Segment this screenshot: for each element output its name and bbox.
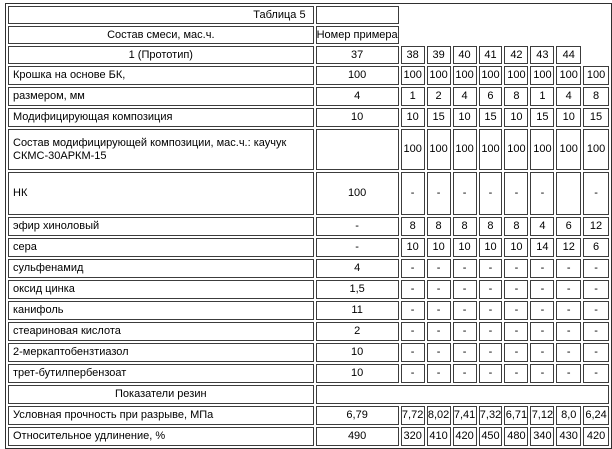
- table-row: [8, 406, 609, 425]
- value-cell: -: [479, 280, 503, 299]
- value-cell: 100: [504, 129, 528, 170]
- open-area: [401, 26, 609, 44]
- empty-cell: [316, 6, 399, 24]
- table-row: [8, 301, 609, 320]
- row-label: Условная прочность при разрыве, МПа: [8, 406, 314, 425]
- value-cell: 8,02: [427, 406, 451, 425]
- value-cell: [556, 172, 581, 215]
- composition-table: [5, 3, 612, 449]
- value-cell: 10: [427, 238, 451, 257]
- table-row: [8, 87, 609, 106]
- value-cell: 10: [504, 238, 528, 257]
- value-cell: 320: [401, 427, 425, 446]
- table-row: [8, 217, 609, 236]
- example-number-cell: 43: [530, 46, 554, 64]
- value-cell: -: [453, 301, 477, 320]
- value-cell: -: [427, 172, 451, 215]
- composition-header-cell: Состав смеси, мас.ч.: [8, 26, 314, 44]
- value-cell: 7,72: [401, 406, 425, 425]
- value-cell: 7,12: [530, 406, 554, 425]
- value-cell: 100: [556, 66, 581, 85]
- prototype-value-cell: 100: [316, 172, 399, 215]
- value-cell: 4: [556, 87, 581, 106]
- row-label: НК: [8, 172, 314, 215]
- value-cell: -: [556, 343, 581, 362]
- value-cell: -: [427, 322, 451, 341]
- prototype-value-cell: 10: [316, 364, 399, 383]
- empty-cell: [316, 385, 609, 404]
- table-row: [8, 427, 609, 446]
- value-cell: 100: [453, 66, 477, 85]
- table-row: [8, 238, 609, 257]
- value-cell: 8: [583, 87, 609, 106]
- open-area: [401, 6, 609, 24]
- value-cell: -: [504, 301, 528, 320]
- prototype-value-cell: 10: [316, 108, 399, 127]
- value-cell: -: [583, 301, 609, 320]
- value-cell: -: [504, 172, 528, 215]
- value-cell: -: [401, 280, 425, 299]
- table-row: [8, 66, 609, 85]
- value-cell: 420: [453, 427, 477, 446]
- value-cell: -: [427, 280, 451, 299]
- value-cell: -: [453, 322, 477, 341]
- value-cell: 4: [530, 217, 554, 236]
- value-cell: 2: [427, 87, 451, 106]
- prototype-value-cell: [316, 129, 399, 170]
- prototype-value-cell: 11: [316, 301, 399, 320]
- value-cell: 410: [427, 427, 451, 446]
- section-row: [8, 385, 609, 404]
- value-cell: -: [453, 280, 477, 299]
- value-cell: 10: [504, 108, 528, 127]
- value-cell: 10: [401, 238, 425, 257]
- prototype-value-cell: -: [316, 217, 399, 236]
- value-cell: 10: [453, 108, 477, 127]
- value-cell: -: [504, 259, 528, 278]
- value-cell: 100: [453, 129, 477, 170]
- table-row: [8, 343, 609, 362]
- value-cell: 8: [401, 217, 425, 236]
- value-cell: 100: [530, 66, 554, 85]
- prototype-value-cell: 4: [316, 87, 399, 106]
- value-cell: 6: [583, 238, 609, 257]
- value-cell: -: [453, 343, 477, 362]
- table-row: [8, 364, 609, 383]
- value-cell: 450: [479, 427, 503, 446]
- value-cell: 100: [556, 129, 581, 170]
- example-number-cell: 40: [453, 46, 477, 64]
- value-cell: 15: [427, 108, 451, 127]
- row-label: 2-меркаптобензтиазол: [8, 343, 314, 362]
- example-number-header: Номер примера: [316, 26, 399, 44]
- value-cell: 8: [504, 87, 528, 106]
- section-header: Показатели резин: [8, 385, 314, 404]
- value-cell: -: [479, 172, 503, 215]
- value-cell: -: [479, 259, 503, 278]
- row-label: стеариновая кислота: [8, 322, 314, 341]
- prototype-value-cell: 1,5: [316, 280, 399, 299]
- value-cell: -: [530, 343, 554, 362]
- value-cell: -: [583, 343, 609, 362]
- value-cell: -: [530, 280, 554, 299]
- value-cell: -: [556, 364, 581, 383]
- value-cell: -: [583, 280, 609, 299]
- value-cell: 6,71: [504, 406, 528, 425]
- value-cell: -: [479, 364, 503, 383]
- table-row: [8, 259, 609, 278]
- table-row: [8, 280, 609, 299]
- prototype-value-cell: 4: [316, 259, 399, 278]
- value-cell: 100: [479, 66, 503, 85]
- value-cell: 100: [427, 129, 451, 170]
- value-cell: 6: [479, 87, 503, 106]
- value-cell: 8: [453, 217, 477, 236]
- table-row: [8, 322, 609, 341]
- value-cell: -: [583, 172, 609, 215]
- table-row: [8, 172, 609, 215]
- value-cell: -: [583, 259, 609, 278]
- row-label: Крошка на основе БК,: [8, 66, 314, 85]
- row-label: сера: [8, 238, 314, 257]
- row-label: оксид цинка: [8, 280, 314, 299]
- value-cell: -: [453, 172, 477, 215]
- value-cell: -: [427, 343, 451, 362]
- value-cell: 8: [504, 217, 528, 236]
- table-row: [8, 129, 609, 170]
- example-number-cell: 42: [504, 46, 528, 64]
- value-cell: -: [583, 322, 609, 341]
- value-cell: -: [530, 301, 554, 320]
- table-row: [8, 108, 609, 127]
- example-number-cell: 44: [556, 46, 581, 64]
- value-cell: 430: [556, 427, 581, 446]
- example-number-cell: 38: [401, 46, 425, 64]
- value-cell: 100: [504, 66, 528, 85]
- value-cell: 100: [583, 66, 609, 85]
- value-cell: -: [479, 301, 503, 320]
- value-cell: 100: [401, 129, 425, 170]
- value-cell: -: [530, 364, 554, 383]
- prototype-header: 1 (Прототип): [8, 46, 314, 64]
- value-cell: 10: [556, 108, 581, 127]
- value-cell: 100: [479, 129, 503, 170]
- row-label: трет-бутилпербензоат: [8, 364, 314, 383]
- value-cell: -: [530, 172, 554, 215]
- value-cell: 100: [401, 66, 425, 85]
- value-cell: 10: [479, 238, 503, 257]
- value-cell: -: [401, 301, 425, 320]
- row-label: Состав модифицирующей композиции, мас.ч.: каучук СКМС-30АРКМ-15: [8, 129, 314, 170]
- value-cell: -: [583, 364, 609, 383]
- value-cell: 1: [401, 87, 425, 106]
- value-cell: -: [401, 343, 425, 362]
- caption-row: [8, 6, 609, 24]
- prototype-value-cell: 2: [316, 322, 399, 341]
- value-cell: 6: [556, 217, 581, 236]
- row-label: Относительное удлинение, %: [8, 427, 314, 446]
- value-cell: 7,32: [479, 406, 503, 425]
- value-cell: 480: [504, 427, 528, 446]
- value-cell: -: [401, 172, 425, 215]
- row-label: размером, мм: [8, 87, 314, 106]
- value-cell: 10: [453, 238, 477, 257]
- value-cell: 15: [530, 108, 554, 127]
- value-cell: 12: [556, 238, 581, 257]
- example-numbers-row: [8, 46, 609, 64]
- value-cell: 420: [583, 427, 609, 446]
- value-cell: -: [556, 259, 581, 278]
- table-caption: Таблица 5: [8, 6, 314, 24]
- value-cell: -: [479, 343, 503, 362]
- value-cell: 6,24: [583, 406, 609, 425]
- value-cell: -: [504, 343, 528, 362]
- value-cell: -: [530, 259, 554, 278]
- value-cell: 8,0: [556, 406, 581, 425]
- value-cell: 12: [583, 217, 609, 236]
- value-cell: 8: [479, 217, 503, 236]
- value-cell: -: [530, 322, 554, 341]
- value-cell: -: [479, 322, 503, 341]
- prototype-value-cell: 490: [316, 427, 399, 446]
- value-cell: -: [401, 322, 425, 341]
- value-cell: 1: [530, 87, 554, 106]
- prototype-value-cell: 6,79: [316, 406, 399, 425]
- row-label: эфир хиноловый: [8, 217, 314, 236]
- value-cell: 100: [583, 129, 609, 170]
- value-cell: 340: [530, 427, 554, 446]
- value-cell: 8: [427, 217, 451, 236]
- example-number-cell: 41: [479, 46, 503, 64]
- value-cell: 4: [453, 87, 477, 106]
- value-cell: -: [453, 259, 477, 278]
- value-cell: -: [556, 280, 581, 299]
- value-cell: -: [556, 322, 581, 341]
- value-cell: 14: [530, 238, 554, 257]
- value-cell: -: [504, 364, 528, 383]
- row-label: сульфенамид: [8, 259, 314, 278]
- header-row: [8, 26, 609, 44]
- value-cell: 100: [530, 129, 554, 170]
- prototype-value-cell: 100: [316, 66, 399, 85]
- row-label: Модифицирующая композиция: [8, 108, 314, 127]
- prototype-value-cell: -: [316, 238, 399, 257]
- value-cell: -: [504, 322, 528, 341]
- value-cell: -: [427, 301, 451, 320]
- value-cell: 7,41: [453, 406, 477, 425]
- prototype-value-cell: 10: [316, 343, 399, 362]
- value-cell: 15: [583, 108, 609, 127]
- value-cell: -: [504, 280, 528, 299]
- value-cell: 100: [427, 66, 451, 85]
- value-cell: -: [556, 301, 581, 320]
- value-cell: 15: [479, 108, 503, 127]
- row-label: канифоль: [8, 301, 314, 320]
- value-cell: -: [427, 259, 451, 278]
- value-cell: -: [401, 364, 425, 383]
- value-cell: -: [453, 364, 477, 383]
- value-cell: -: [401, 259, 425, 278]
- value-cell: -: [427, 364, 451, 383]
- example-number-cell: 39: [427, 46, 451, 64]
- open-area: [583, 46, 609, 64]
- prototype-number-cell: 37: [316, 46, 399, 64]
- value-cell: 10: [401, 108, 425, 127]
